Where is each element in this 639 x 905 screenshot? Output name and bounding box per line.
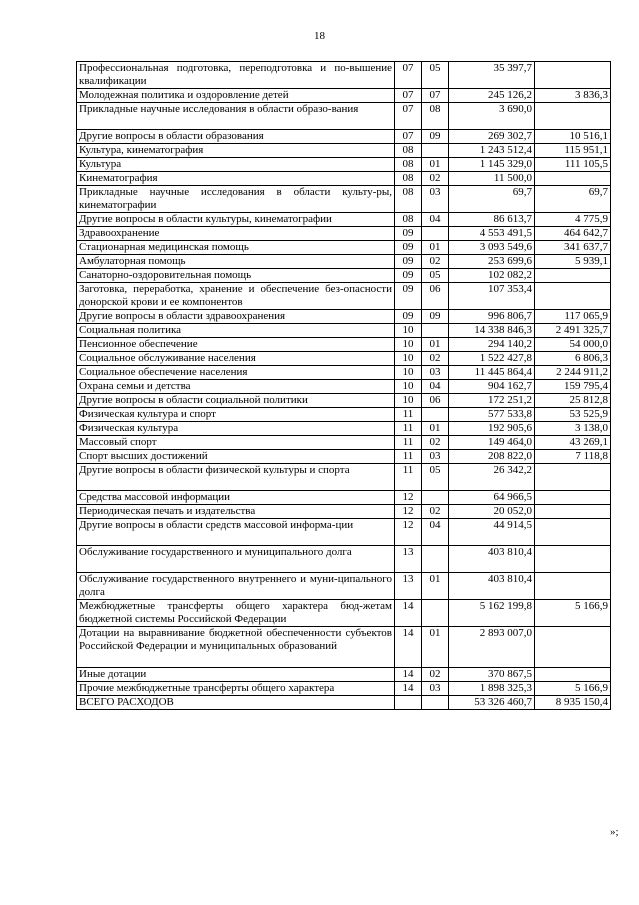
row-name: Другие вопросы в области образования — [77, 130, 395, 144]
row-section-code: 12 — [395, 505, 422, 519]
row-name: Другие вопросы в области средств массовой информа-ции — [77, 519, 395, 546]
table-row — [77, 186, 611, 213]
table-row — [77, 682, 611, 696]
row-name: Другие вопросы в области социальной политики — [77, 394, 395, 408]
row-total-amount: 1 898 325,3 — [449, 682, 535, 696]
table-row — [77, 269, 611, 283]
table-row — [77, 338, 611, 352]
row-name: Прикладные научные исследования в области образо-вания — [77, 103, 395, 130]
row-section-code: 07 — [395, 103, 422, 130]
row-section-code: 12 — [395, 519, 422, 546]
row-subsection-code: 05 — [422, 269, 449, 283]
row-subsection-code: 02 — [422, 668, 449, 682]
closing-quote: »; — [610, 826, 619, 838]
row-total-amount: 35 397,7 — [449, 62, 535, 89]
table-row — [77, 627, 611, 668]
table-row — [77, 394, 611, 408]
row-subsection-code: 05 — [422, 464, 449, 491]
table-row — [77, 324, 611, 338]
table-row — [77, 366, 611, 380]
row-section-code: 07 — [395, 89, 422, 103]
row-name: Охрана семьи и детства — [77, 380, 395, 394]
row-subsection-code: 06 — [422, 394, 449, 408]
row-federal-amount: 7 118,8 — [535, 450, 611, 464]
row-name: Обслуживание государственного и муниципального долга — [77, 546, 395, 573]
row-federal-amount — [535, 505, 611, 519]
row-federal-amount: 4 775,9 — [535, 213, 611, 227]
row-subsection-code: 03 — [422, 186, 449, 213]
row-name: Пенсионное обеспечение — [77, 338, 395, 352]
row-total-amount: 69,7 — [449, 186, 535, 213]
table-row — [77, 668, 611, 682]
row-section-code: 14 — [395, 627, 422, 668]
row-federal-amount — [535, 283, 611, 310]
row-total-amount: 245 126,2 — [449, 89, 535, 103]
row-total-amount: 208 822,0 — [449, 450, 535, 464]
row-name: Межбюджетные трансферты общего характера бюд-жетам бюджетной системы Российской Федерации — [77, 600, 395, 627]
row-federal-amount: 5 166,9 — [535, 682, 611, 696]
row-subsection-code — [422, 600, 449, 627]
table-row — [77, 283, 611, 310]
row-name: Здравоохранение — [77, 227, 395, 241]
row-subsection-code: 02 — [422, 436, 449, 450]
row-federal-amount: 5 166,9 — [535, 600, 611, 627]
row-section-code: 09 — [395, 241, 422, 255]
row-total-amount: 64 966,5 — [449, 491, 535, 505]
row-subsection-code: 04 — [422, 213, 449, 227]
table-row — [77, 62, 611, 89]
row-total-amount: 904 162,7 — [449, 380, 535, 394]
row-total-amount: 192 905,6 — [449, 422, 535, 436]
row-federal-amount: 159 795,4 — [535, 380, 611, 394]
row-subsection-code: 04 — [422, 519, 449, 546]
row-total-amount: 20 052,0 — [449, 505, 535, 519]
table-row — [77, 450, 611, 464]
table-row — [77, 505, 611, 519]
row-section-code: 07 — [395, 62, 422, 89]
row-federal-amount: 8 935 150,4 — [535, 696, 611, 710]
row-name: Периодическая печать и издательства — [77, 505, 395, 519]
row-section-code: 08 — [395, 158, 422, 172]
row-section-code: 13 — [395, 573, 422, 600]
table-row — [77, 255, 611, 269]
row-federal-amount: 10 516,1 — [535, 130, 611, 144]
row-subsection-code: 03 — [422, 366, 449, 380]
row-subsection-code: 01 — [422, 573, 449, 600]
row-federal-amount: 115 951,1 — [535, 144, 611, 158]
table-row — [77, 158, 611, 172]
table-row — [77, 144, 611, 158]
row-section-code: 11 — [395, 436, 422, 450]
row-section-code: 14 — [395, 600, 422, 627]
row-subsection-code: 03 — [422, 450, 449, 464]
expenditure-table-body — [77, 62, 611, 710]
row-federal-amount: 117 065,9 — [535, 310, 611, 324]
table-row — [77, 436, 611, 450]
row-name: Физическая культура — [77, 422, 395, 436]
row-total-amount: 370 867,5 — [449, 668, 535, 682]
table-row — [77, 519, 611, 546]
row-federal-amount: 2 244 911,2 — [535, 366, 611, 380]
expenditure-table — [76, 61, 611, 710]
row-federal-amount: 3 138,0 — [535, 422, 611, 436]
table-row — [77, 352, 611, 366]
row-name: Обслуживание государственного внутреннего и муни-ципального долга — [77, 573, 395, 600]
row-total-amount: 11 445 864,4 — [449, 366, 535, 380]
row-total-amount: 3 690,0 — [449, 103, 535, 130]
row-total-amount: 403 810,4 — [449, 546, 535, 573]
row-federal-amount: 54 000,0 — [535, 338, 611, 352]
row-name: Кинематография — [77, 172, 395, 186]
row-total-amount: 2 893 007,0 — [449, 627, 535, 668]
row-name: ВСЕГО РАСХОДОВ — [77, 696, 395, 710]
row-federal-amount — [535, 491, 611, 505]
row-federal-amount: 25 812,8 — [535, 394, 611, 408]
row-subsection-code: 02 — [422, 505, 449, 519]
row-subsection-code — [422, 408, 449, 422]
row-federal-amount: 43 269,1 — [535, 436, 611, 450]
row-federal-amount — [535, 668, 611, 682]
row-federal-amount — [535, 573, 611, 600]
row-total-amount: 102 082,2 — [449, 269, 535, 283]
row-subsection-code: 01 — [422, 158, 449, 172]
row-name: Другие вопросы в области культуры, кинематографии — [77, 213, 395, 227]
row-name: Средства массовой информации — [77, 491, 395, 505]
row-total-amount: 26 342,2 — [449, 464, 535, 491]
row-federal-amount: 341 637,7 — [535, 241, 611, 255]
row-total-amount: 44 914,5 — [449, 519, 535, 546]
row-federal-amount — [535, 546, 611, 573]
row-federal-amount: 3 836,3 — [535, 89, 611, 103]
row-subsection-code: 09 — [422, 310, 449, 324]
row-subsection-code: 03 — [422, 682, 449, 696]
row-federal-amount: 5 939,1 — [535, 255, 611, 269]
row-name: Другие вопросы в области здравоохранения — [77, 310, 395, 324]
row-name: Физическая культура и спорт — [77, 408, 395, 422]
row-federal-amount — [535, 627, 611, 668]
row-federal-amount — [535, 519, 611, 546]
row-name: Дотации на выравнивание бюджетной обеспеченности субъектов Российской Федерации и муниципальных образований — [77, 627, 395, 668]
row-section-code: 10 — [395, 380, 422, 394]
row-total-amount: 294 140,2 — [449, 338, 535, 352]
row-total-amount: 253 699,6 — [449, 255, 535, 269]
row-section-code: 11 — [395, 422, 422, 436]
row-name: Профессиональная подготовка, переподготовка и по-вышение квалификации — [77, 62, 395, 89]
row-total-amount: 107 353,4 — [449, 283, 535, 310]
table-row — [77, 103, 611, 130]
row-total-amount: 1 522 427,8 — [449, 352, 535, 366]
row-name: Другие вопросы в области физической культуры и спорта — [77, 464, 395, 491]
row-subsection-code — [422, 324, 449, 338]
row-federal-amount: 111 105,5 — [535, 158, 611, 172]
row-name: Массовый спорт — [77, 436, 395, 450]
row-total-amount: 149 464,0 — [449, 436, 535, 450]
row-section-code: 09 — [395, 269, 422, 283]
table-row — [77, 310, 611, 324]
row-name: Социальная политика — [77, 324, 395, 338]
row-section-code: 10 — [395, 338, 422, 352]
row-subsection-code: 06 — [422, 283, 449, 310]
row-federal-amount — [535, 464, 611, 491]
row-subsection-code — [422, 491, 449, 505]
row-name: Социальное обеспечение населения — [77, 366, 395, 380]
row-section-code: 08 — [395, 186, 422, 213]
row-subsection-code: 02 — [422, 172, 449, 186]
row-subsection-code: 01 — [422, 627, 449, 668]
row-subsection-code: 04 — [422, 380, 449, 394]
table-row — [77, 227, 611, 241]
row-name: Амбулаторная помощь — [77, 255, 395, 269]
page-number: 18 — [314, 30, 325, 42]
row-subsection-code: 02 — [422, 255, 449, 269]
row-total-amount: 996 806,7 — [449, 310, 535, 324]
row-subsection-code — [422, 227, 449, 241]
row-section-code: 09 — [395, 310, 422, 324]
table-row — [77, 491, 611, 505]
row-section-code: 14 — [395, 682, 422, 696]
row-total-amount: 269 302,7 — [449, 130, 535, 144]
row-section-code: 09 — [395, 255, 422, 269]
row-total-amount: 53 326 460,7 — [449, 696, 535, 710]
row-name: Иные дотации — [77, 668, 395, 682]
row-total-amount: 86 613,7 — [449, 213, 535, 227]
row-total-amount: 577 533,8 — [449, 408, 535, 422]
table-row — [77, 573, 611, 600]
row-total-amount: 172 251,2 — [449, 394, 535, 408]
row-section-code: 09 — [395, 227, 422, 241]
table-row — [77, 380, 611, 394]
row-subsection-code: 01 — [422, 241, 449, 255]
table-row — [77, 464, 611, 491]
table-row — [77, 213, 611, 227]
row-subsection-code: 05 — [422, 62, 449, 89]
row-total-amount: 403 810,4 — [449, 573, 535, 600]
row-subsection-code: 09 — [422, 130, 449, 144]
row-section-code: 10 — [395, 394, 422, 408]
row-subsection-code — [422, 696, 449, 710]
row-name: Социальное обслуживание населения — [77, 352, 395, 366]
row-section-code: 07 — [395, 130, 422, 144]
row-total-amount: 3 093 549,6 — [449, 241, 535, 255]
row-name: Культура — [77, 158, 395, 172]
row-section-code: 10 — [395, 324, 422, 338]
row-federal-amount: 69,7 — [535, 186, 611, 213]
row-name: Заготовка, переработка, хранение и обеспечение без-опасности донорской крови и ее компонентов — [77, 283, 395, 310]
row-section-code: 10 — [395, 366, 422, 380]
row-name: Прикладные научные исследования в области культу-ры, кинематографии — [77, 186, 395, 213]
table-row — [77, 696, 611, 710]
row-federal-amount: 6 806,3 — [535, 352, 611, 366]
row-subsection-code: 02 — [422, 352, 449, 366]
row-name: Стационарная медицинская помощь — [77, 241, 395, 255]
row-section-code: 12 — [395, 491, 422, 505]
row-subsection-code — [422, 546, 449, 573]
row-total-amount: 1 243 512,4 — [449, 144, 535, 158]
row-subsection-code: 01 — [422, 338, 449, 352]
table-row — [77, 130, 611, 144]
row-subsection-code: 01 — [422, 422, 449, 436]
row-total-amount: 1 145 329,0 — [449, 158, 535, 172]
row-section-code: 11 — [395, 408, 422, 422]
table-row — [77, 422, 611, 436]
row-name: Спорт высших достижений — [77, 450, 395, 464]
row-section-code: 10 — [395, 352, 422, 366]
row-section-code: 14 — [395, 668, 422, 682]
row-section-code: 08 — [395, 172, 422, 186]
row-federal-amount: 464 642,7 — [535, 227, 611, 241]
row-subsection-code — [422, 144, 449, 158]
row-federal-amount — [535, 269, 611, 283]
row-total-amount: 11 500,0 — [449, 172, 535, 186]
table-row — [77, 172, 611, 186]
row-name: Культура, кинематография — [77, 144, 395, 158]
row-section-code — [395, 696, 422, 710]
row-total-amount: 14 338 846,3 — [449, 324, 535, 338]
row-total-amount: 4 553 491,5 — [449, 227, 535, 241]
row-federal-amount — [535, 172, 611, 186]
row-subsection-code: 08 — [422, 103, 449, 130]
table-row — [77, 89, 611, 103]
row-federal-amount: 2 491 325,7 — [535, 324, 611, 338]
row-section-code: 11 — [395, 450, 422, 464]
row-total-amount: 5 162 199,8 — [449, 600, 535, 627]
row-name: Прочие межбюджетные трансферты общего характера — [77, 682, 395, 696]
table-row — [77, 408, 611, 422]
table-row — [77, 241, 611, 255]
row-section-code: 11 — [395, 464, 422, 491]
row-federal-amount — [535, 62, 611, 89]
row-section-code: 13 — [395, 546, 422, 573]
row-federal-amount: 53 525,9 — [535, 408, 611, 422]
table-row — [77, 546, 611, 573]
row-name: Санаторно-оздоровительная помощь — [77, 269, 395, 283]
row-section-code: 08 — [395, 144, 422, 158]
row-federal-amount — [535, 103, 611, 130]
row-section-code: 08 — [395, 213, 422, 227]
row-subsection-code: 07 — [422, 89, 449, 103]
row-section-code: 09 — [395, 283, 422, 310]
table-row — [77, 600, 611, 627]
row-name: Молодежная политика и оздоровление детей — [77, 89, 395, 103]
